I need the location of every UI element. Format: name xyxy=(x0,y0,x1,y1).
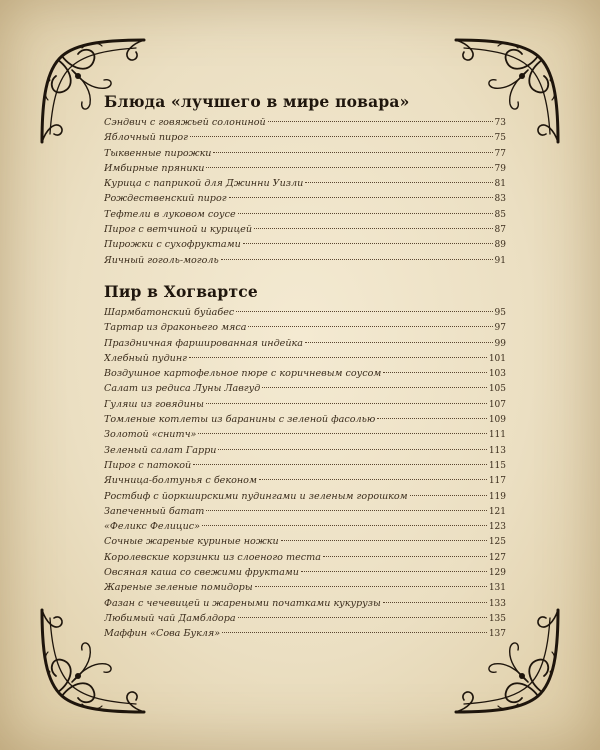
toc-entry-title: Шармбатонский буйабес xyxy=(104,306,235,318)
toc-entry-title: Королевские корзинки из слоеного теста xyxy=(104,551,321,563)
toc-entry-page: 91 xyxy=(494,255,506,266)
toc-entry-title: Зеленый салат Гарри xyxy=(104,444,217,456)
dot-leader xyxy=(383,602,487,603)
toc-entry-title: Ростбиф с йоркширскими пудингами и зеленым горошком xyxy=(104,490,408,502)
toc-entry-title: Запеченный батат xyxy=(104,505,205,517)
section-title: Блюда «лучшего в мире повара» xyxy=(104,92,410,111)
toc-entry-page: 99 xyxy=(494,338,506,349)
toc-entry-page: 133 xyxy=(488,598,506,609)
dot-leader xyxy=(238,617,487,618)
toc-section xyxy=(104,92,506,268)
toc-entry[interactable] xyxy=(104,146,506,161)
toc-list xyxy=(104,115,506,268)
toc-entry[interactable] xyxy=(104,580,506,595)
dot-leader xyxy=(305,182,492,183)
dot-leader xyxy=(262,387,487,388)
toc-entry-title: Яблочный пирог xyxy=(104,132,188,144)
toc-entry[interactable] xyxy=(104,565,506,580)
toc-entry[interactable] xyxy=(104,550,506,565)
toc-entry-page: 127 xyxy=(488,552,506,563)
toc-entry[interactable] xyxy=(104,115,506,130)
toc-entry-title: Хлебный пудинг xyxy=(104,352,188,364)
toc-entry[interactable] xyxy=(104,191,506,206)
toc-entry-page: 111 xyxy=(488,430,506,441)
toc-entry-title: Сочные жареные куриные ножки xyxy=(104,536,279,548)
toc-entry-page: 79 xyxy=(494,163,506,174)
toc-entry-page: 77 xyxy=(494,148,506,159)
dot-leader xyxy=(383,372,486,373)
toc-entry-title: Гуляш из говядины xyxy=(104,398,204,410)
toc-entry-title: Жареные зеленые помидоры xyxy=(104,582,253,594)
toc-entry-title: Яичница-болтунья с беконом xyxy=(104,475,257,487)
toc-entry-page: 101 xyxy=(488,353,506,364)
toc-entry-title: Курица с паприкой для Джинни Уизли xyxy=(104,178,304,190)
toc-entry-page: 75 xyxy=(494,133,506,144)
toc-entry[interactable] xyxy=(104,161,506,176)
dot-leader xyxy=(243,243,493,244)
dot-leader xyxy=(301,571,487,572)
toc-entry-page: 83 xyxy=(494,194,506,205)
toc-entry-page: 137 xyxy=(488,629,506,640)
toc-entry[interactable] xyxy=(104,381,506,396)
toc-entry-page: 125 xyxy=(488,537,506,548)
toc-section xyxy=(104,282,506,642)
toc-entry[interactable] xyxy=(104,305,506,320)
toc-entry-page: 107 xyxy=(488,399,506,410)
dot-leader xyxy=(206,510,486,511)
dot-leader xyxy=(248,326,492,327)
toc-entry-title: Сэндвич с говяжьей солониной xyxy=(104,117,266,128)
toc-entry[interactable] xyxy=(104,253,506,268)
dot-leader xyxy=(305,342,493,343)
toc-entry-title: Пирог с ветчиной и курицей xyxy=(104,224,253,236)
dot-leader xyxy=(254,228,493,229)
toc-entry[interactable] xyxy=(104,320,506,335)
toc-entry-title: Тефтели в луковом соусе xyxy=(104,208,236,220)
toc-list xyxy=(104,305,506,642)
toc-entry-page: 97 xyxy=(494,323,506,334)
toc-entry[interactable] xyxy=(104,412,506,427)
dot-leader xyxy=(221,259,493,260)
toc-entry-title: Яичный гоголь-моголь xyxy=(104,254,219,266)
dot-leader xyxy=(236,311,492,312)
toc-entry-title: Салат из редиса Луны Лавгуд xyxy=(104,383,261,395)
toc-entry[interactable] xyxy=(104,489,506,504)
toc-entry[interactable] xyxy=(104,458,506,473)
toc-entry[interactable] xyxy=(104,611,506,626)
toc-entry-title: Праздничная фаршированная индейка xyxy=(104,337,303,349)
toc-entry[interactable] xyxy=(104,366,506,381)
toc-entry-page: 105 xyxy=(488,384,506,395)
toc-entry-title: Золотой «снитч» xyxy=(104,429,197,441)
toc-entry[interactable] xyxy=(104,504,506,519)
toc-entry-title: «Феликс Фелицис» xyxy=(104,521,200,533)
toc-entry-title: Имбирные пряники xyxy=(104,162,205,174)
toc-entry-title: Томленые котлеты из баранины с зеленой фасолью xyxy=(104,414,376,426)
dot-leader xyxy=(193,464,487,465)
dot-leader xyxy=(213,152,492,153)
dot-leader xyxy=(323,556,487,557)
dot-leader xyxy=(198,433,486,434)
toc-entry-page: 121 xyxy=(488,506,506,517)
toc-entry-page: 135 xyxy=(488,613,506,624)
toc-entry-title: Маффин «Сова Букля» xyxy=(104,628,221,640)
toc-entry[interactable] xyxy=(104,443,506,458)
toc-entry[interactable] xyxy=(104,351,506,366)
toc-entry-title: Тартар из драконьего мяса xyxy=(104,322,247,334)
dot-leader xyxy=(206,167,492,168)
toc-entry-title: Фазан с чечевицей и жареными початками кукурузы xyxy=(104,597,381,609)
dot-leader xyxy=(218,449,486,450)
toc-entry-title: Пирог с патокой xyxy=(104,459,192,471)
dot-leader xyxy=(190,136,493,137)
toc-entry-page: 85 xyxy=(494,209,506,220)
toc-entry-title: Рождественский пирог xyxy=(104,193,227,205)
toc-entry-page: 129 xyxy=(488,568,506,579)
toc-entry-page: 123 xyxy=(488,522,506,533)
toc-entry-title: Пирожки с сухофруктами xyxy=(104,239,241,251)
toc-entry-page: 113 xyxy=(488,445,506,456)
toc-entry[interactable] xyxy=(104,427,506,442)
toc-entry-page: 95 xyxy=(494,307,506,318)
toc-entry-page: 103 xyxy=(488,369,506,380)
toc-entry[interactable] xyxy=(104,397,506,412)
dot-leader xyxy=(255,586,487,587)
toc-entry-page: 87 xyxy=(494,225,506,236)
dot-leader xyxy=(238,213,493,214)
toc-entry[interactable] xyxy=(104,237,506,252)
dot-leader xyxy=(189,357,487,358)
toc-entry[interactable] xyxy=(104,626,506,641)
toc-entry-page: 117 xyxy=(488,476,506,487)
toc-entry-title: Воздушное картофельное пюре с коричневым соусом xyxy=(104,368,382,380)
dot-leader xyxy=(281,540,487,541)
dot-leader xyxy=(268,121,493,122)
toc-entry-page: 89 xyxy=(494,240,506,251)
dot-leader xyxy=(222,632,487,633)
toc-entry[interactable] xyxy=(104,473,506,488)
dot-leader xyxy=(410,495,487,496)
dot-leader xyxy=(229,197,493,198)
dot-leader xyxy=(377,418,487,419)
dot-leader xyxy=(259,479,487,480)
toc-entry-page: 81 xyxy=(494,179,506,190)
toc-entry-page: 73 xyxy=(494,118,506,128)
dot-leader xyxy=(206,403,487,404)
toc-entry[interactable] xyxy=(104,222,506,237)
toc-entry-title: Тыквенные пирожки xyxy=(104,147,212,159)
toc-entry-page: 131 xyxy=(488,583,506,594)
toc-entry[interactable] xyxy=(104,534,506,549)
table-of-contents xyxy=(104,92,506,642)
toc-entry-page: 115 xyxy=(488,460,506,471)
toc-entry[interactable] xyxy=(104,176,506,191)
section-title: Пир в Хогвартсе xyxy=(104,281,258,301)
dot-leader xyxy=(202,525,487,526)
toc-entry-page: 109 xyxy=(488,415,506,426)
toc-entry[interactable] xyxy=(104,336,506,351)
toc-entry-title: Овсяная каша со свежими фруктами xyxy=(104,567,299,579)
toc-entry[interactable] xyxy=(104,207,506,222)
toc-entry-page: 119 xyxy=(488,491,506,502)
toc-entry-title: Любимый чай Дамблдора xyxy=(104,612,236,624)
toc-entry[interactable] xyxy=(104,596,506,611)
toc-entry[interactable] xyxy=(104,519,506,534)
toc-entry[interactable] xyxy=(104,130,506,145)
